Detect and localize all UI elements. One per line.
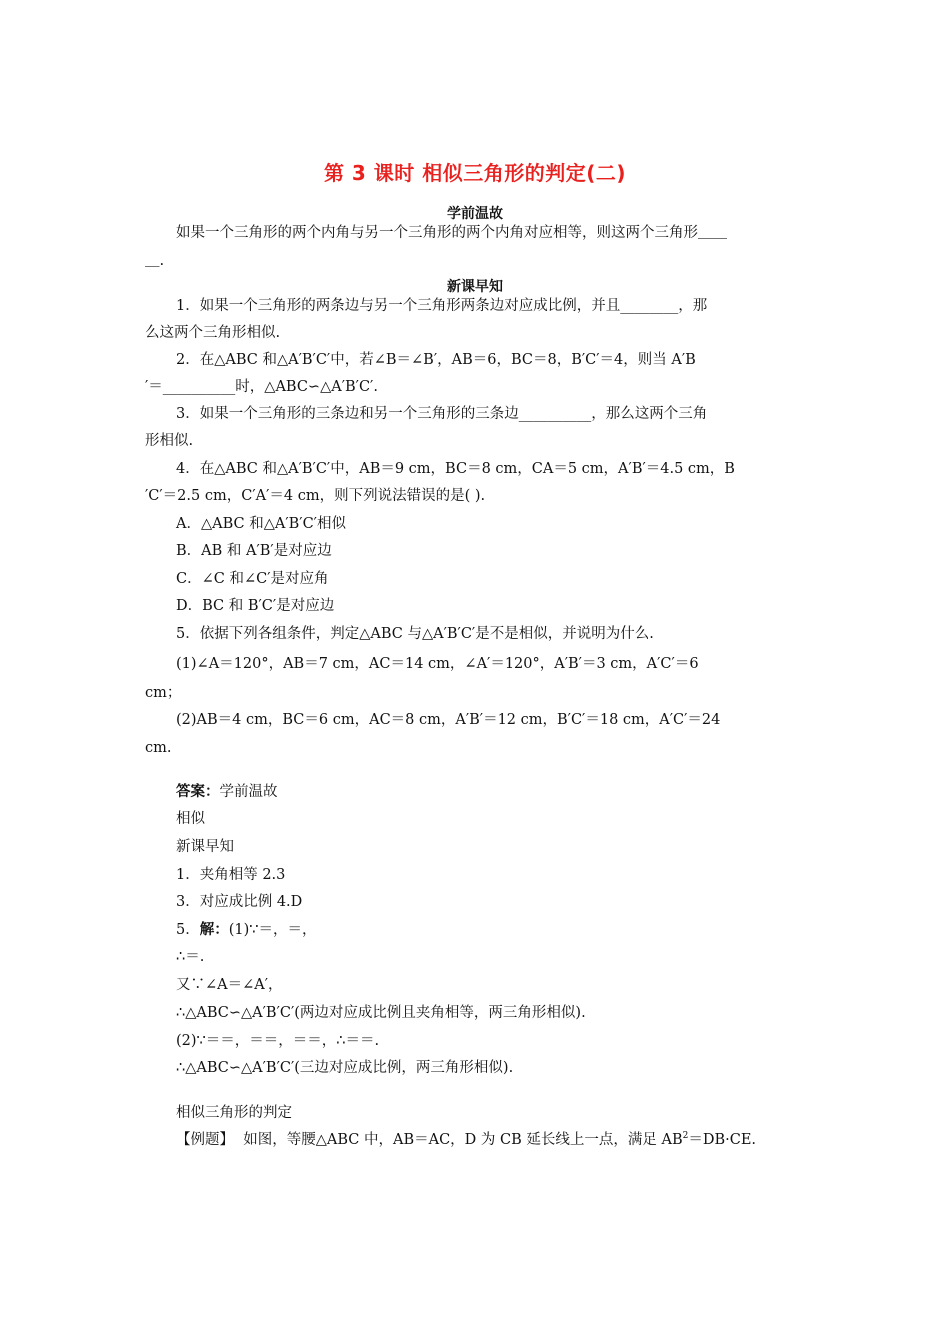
question-1-line1: 1．如果一个三角形的两条边与另一个三角形两条边对应成比例，并且________，那 [176,298,708,314]
answer-5-line6: ∴△ABC∽△A′B′C′(三边对应成比例，两三角形相似). [176,1060,514,1076]
question-3-line2: 形相似. [145,433,194,449]
question-5-part2-line1: (2)AB＝4 cm，BC＝6 cm，AC＝8 cm，A′B′＝12 cm，B′C′＝18 cm，A′C′＝24 [176,712,721,728]
question-4-option-b: B．AB 和 A′B′是对应边 [176,543,332,559]
question-3-line1: 3．如果一个三角形的三条边和另一个三角形的三条边__________，那么这两个三角 [176,406,708,422]
question-5-part2-line2: cm. [145,740,172,756]
answer-5-line3: 又∵∠A＝∠A′， [176,977,283,993]
question-4-option-c: C．∠C 和∠C′是对应角 [176,571,329,587]
section-heading-preview: 学前温故 [447,206,503,222]
example-text-after: ＝DB·CE. [688,1132,757,1148]
page-title: 第 3 课时 相似三角形的判定(二) [323,161,627,185]
example-line [176,1130,841,1150]
question-2-line2: ′＝__________时，△ABC∽△A′B′C′. [145,379,378,395]
preview-question-line2: ＿. [145,253,165,269]
answer-5-line4: ∴△ABC∽△A′B′C′(两边对应成比例且夹角相等，两三角形相似). [176,1005,586,1021]
answers-heading-new-lesson: 新课早知 [176,839,234,855]
answer-3-4: 3．对应成比例 4.D [176,894,303,910]
example-superscript: 2 [682,1131,689,1142]
answers-label: 答案： [176,783,220,800]
question-4-line1: 4．在△ABC 和△A′B′C′中，AB＝9 cm，BC＝8 cm，CA＝5 cm，A′B′＝4.5 cm，B [176,461,735,477]
question-5-part1-line2: cm； [145,685,182,701]
answers-header [176,782,841,802]
section-heading-new-lesson: 新课早知 [447,279,503,295]
example-label: 【例题】 [176,1132,234,1148]
question-2-line1: 2．在△ABC 和△A′B′C′中，若∠B＝∠B′，AB＝6，BC＝8，B′C′＝4，则当 A′B [176,352,696,368]
answer-5-line5: (2)∵＝＝，＝＝，＝＝，∴＝＝. [176,1033,380,1049]
question-4-option-d: D．BC 和 B′C′是对应边 [176,598,335,614]
answer-preview: 相似 [176,811,205,827]
answer-5-part1: (1)∵＝，＝， [228,922,317,938]
answer-5-prefix: 5． [176,922,200,938]
answer-5-solution-label: 解： [199,921,229,938]
answer-5-line2: ∴＝. [176,949,205,965]
answer-5-line1 [176,920,841,940]
answers-heading-preview: 学前温故 [219,784,278,800]
answer-1-2: 1．夹角相等 2.3 [176,867,286,883]
preview-question-line1: 如果一个三角形的两个内角与另一个三角形的两个内角对应相等，则这两个三角形＿＿ [176,225,727,241]
question-5-part1-line1: (1)∠A＝120°，AB＝7 cm，AC＝14 cm，∠A′＝120°，A′B′＝3 cm，A′C′＝6 [176,656,699,672]
question-4-line2: ′C′＝2.5 cm，C′A′＝4 cm，则下列说法错误的是( ). [145,488,486,504]
example-topic: 相似三角形的判定 [176,1105,292,1121]
question-1-line2: 么这两个三角形相似. [145,325,281,341]
question-4-option-a: A．△ABC 和△A′B′C′相似 [176,516,346,532]
example-text-before: 如图，等腰△ABC 中，AB＝AC，D 为 CB 延长线上一点，满足 AB [243,1132,683,1148]
question-5: 5．依据下列各组条件，判定△ABC 与△A′B′C′是不是相似，并说明为什么. [176,626,654,642]
